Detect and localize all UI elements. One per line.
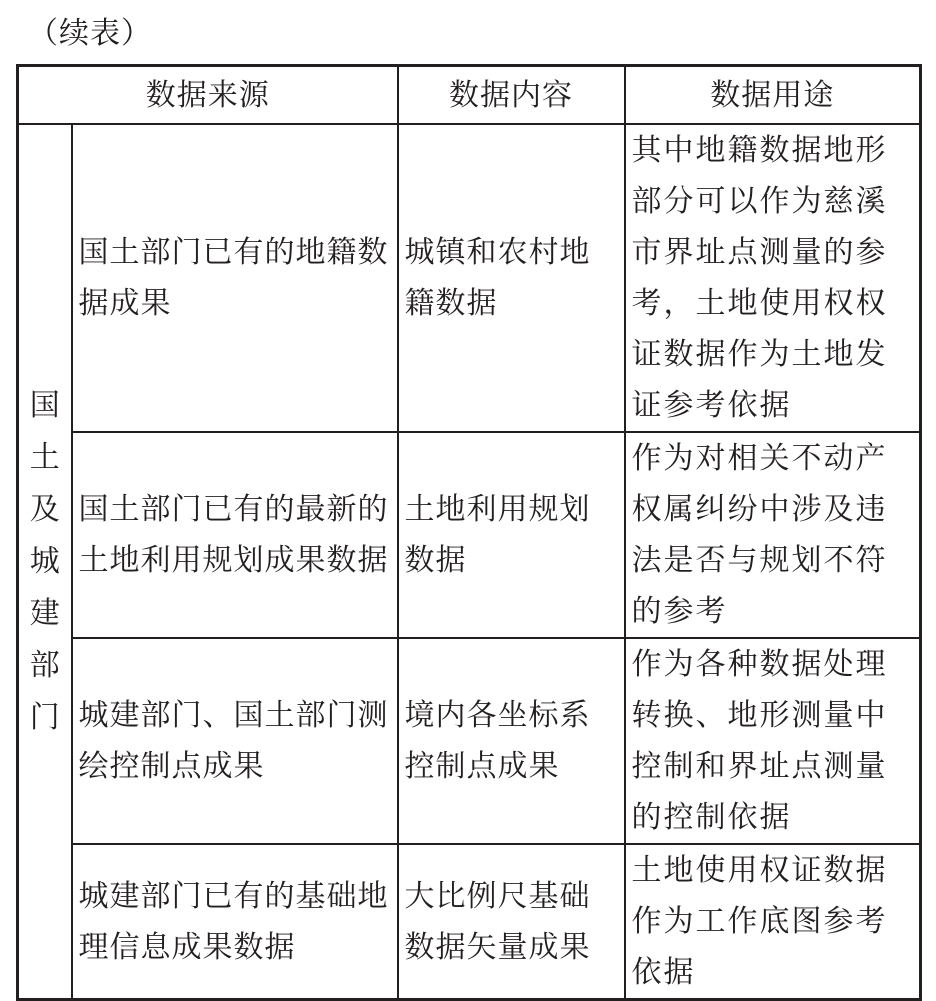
- table-row: [18, 432, 921, 638]
- content-cell: 土地利用规划数据: [398, 432, 625, 638]
- table-continued-caption: （续表）: [28, 16, 152, 51]
- department-char: 建: [29, 595, 60, 631]
- usage-cell: 作为各种数据处理转换、地形测量中控制和界址点测量的控制依据: [625, 638, 921, 844]
- header-data-content: 数据内容: [398, 66, 625, 125]
- table-row: [18, 844, 921, 1000]
- content-cell: 境内各坐标系控制点成果: [398, 638, 625, 844]
- source-cell: 城建部门、国土部门测绘控制点成果: [72, 638, 398, 844]
- department-char: 土: [29, 439, 60, 475]
- department-char: 及: [29, 491, 60, 527]
- table-row: [18, 638, 921, 844]
- usage-cell: 土地使用权证数据作为工作底图参考依据: [625, 844, 921, 1000]
- department-cell: [18, 124, 72, 1000]
- data-source-table: [16, 64, 922, 1001]
- content-cell: 城镇和农村地籍数据: [398, 124, 625, 432]
- source-cell: 国土部门已有的最新的土地利用规划成果数据: [72, 432, 398, 638]
- table-row: [18, 124, 921, 432]
- department-char: 部: [29, 647, 60, 683]
- content-cell: 大比例尺基础数据矢量成果: [398, 844, 625, 1000]
- header-data-usage: 数据用途: [625, 66, 921, 125]
- header-data-source: 数据来源: [18, 66, 398, 125]
- source-cell: 国土部门已有的地籍数据成果: [72, 124, 398, 432]
- table-header-row: [18, 66, 921, 125]
- usage-cell: 作为对相关不动产权属纠纷中涉及违法是否与规划不符的参考: [625, 432, 921, 638]
- department-char: 国: [29, 387, 60, 423]
- department-char: 城: [29, 543, 60, 579]
- usage-cell: 其中地籍数据地形部分可以作为慈溪市界址点测量的参考，土地使用权权证数据作为土地发证参考依据: [625, 124, 921, 432]
- source-cell: 城建部门已有的基础地理信息成果数据: [72, 844, 398, 1000]
- department-char: 门: [29, 699, 60, 735]
